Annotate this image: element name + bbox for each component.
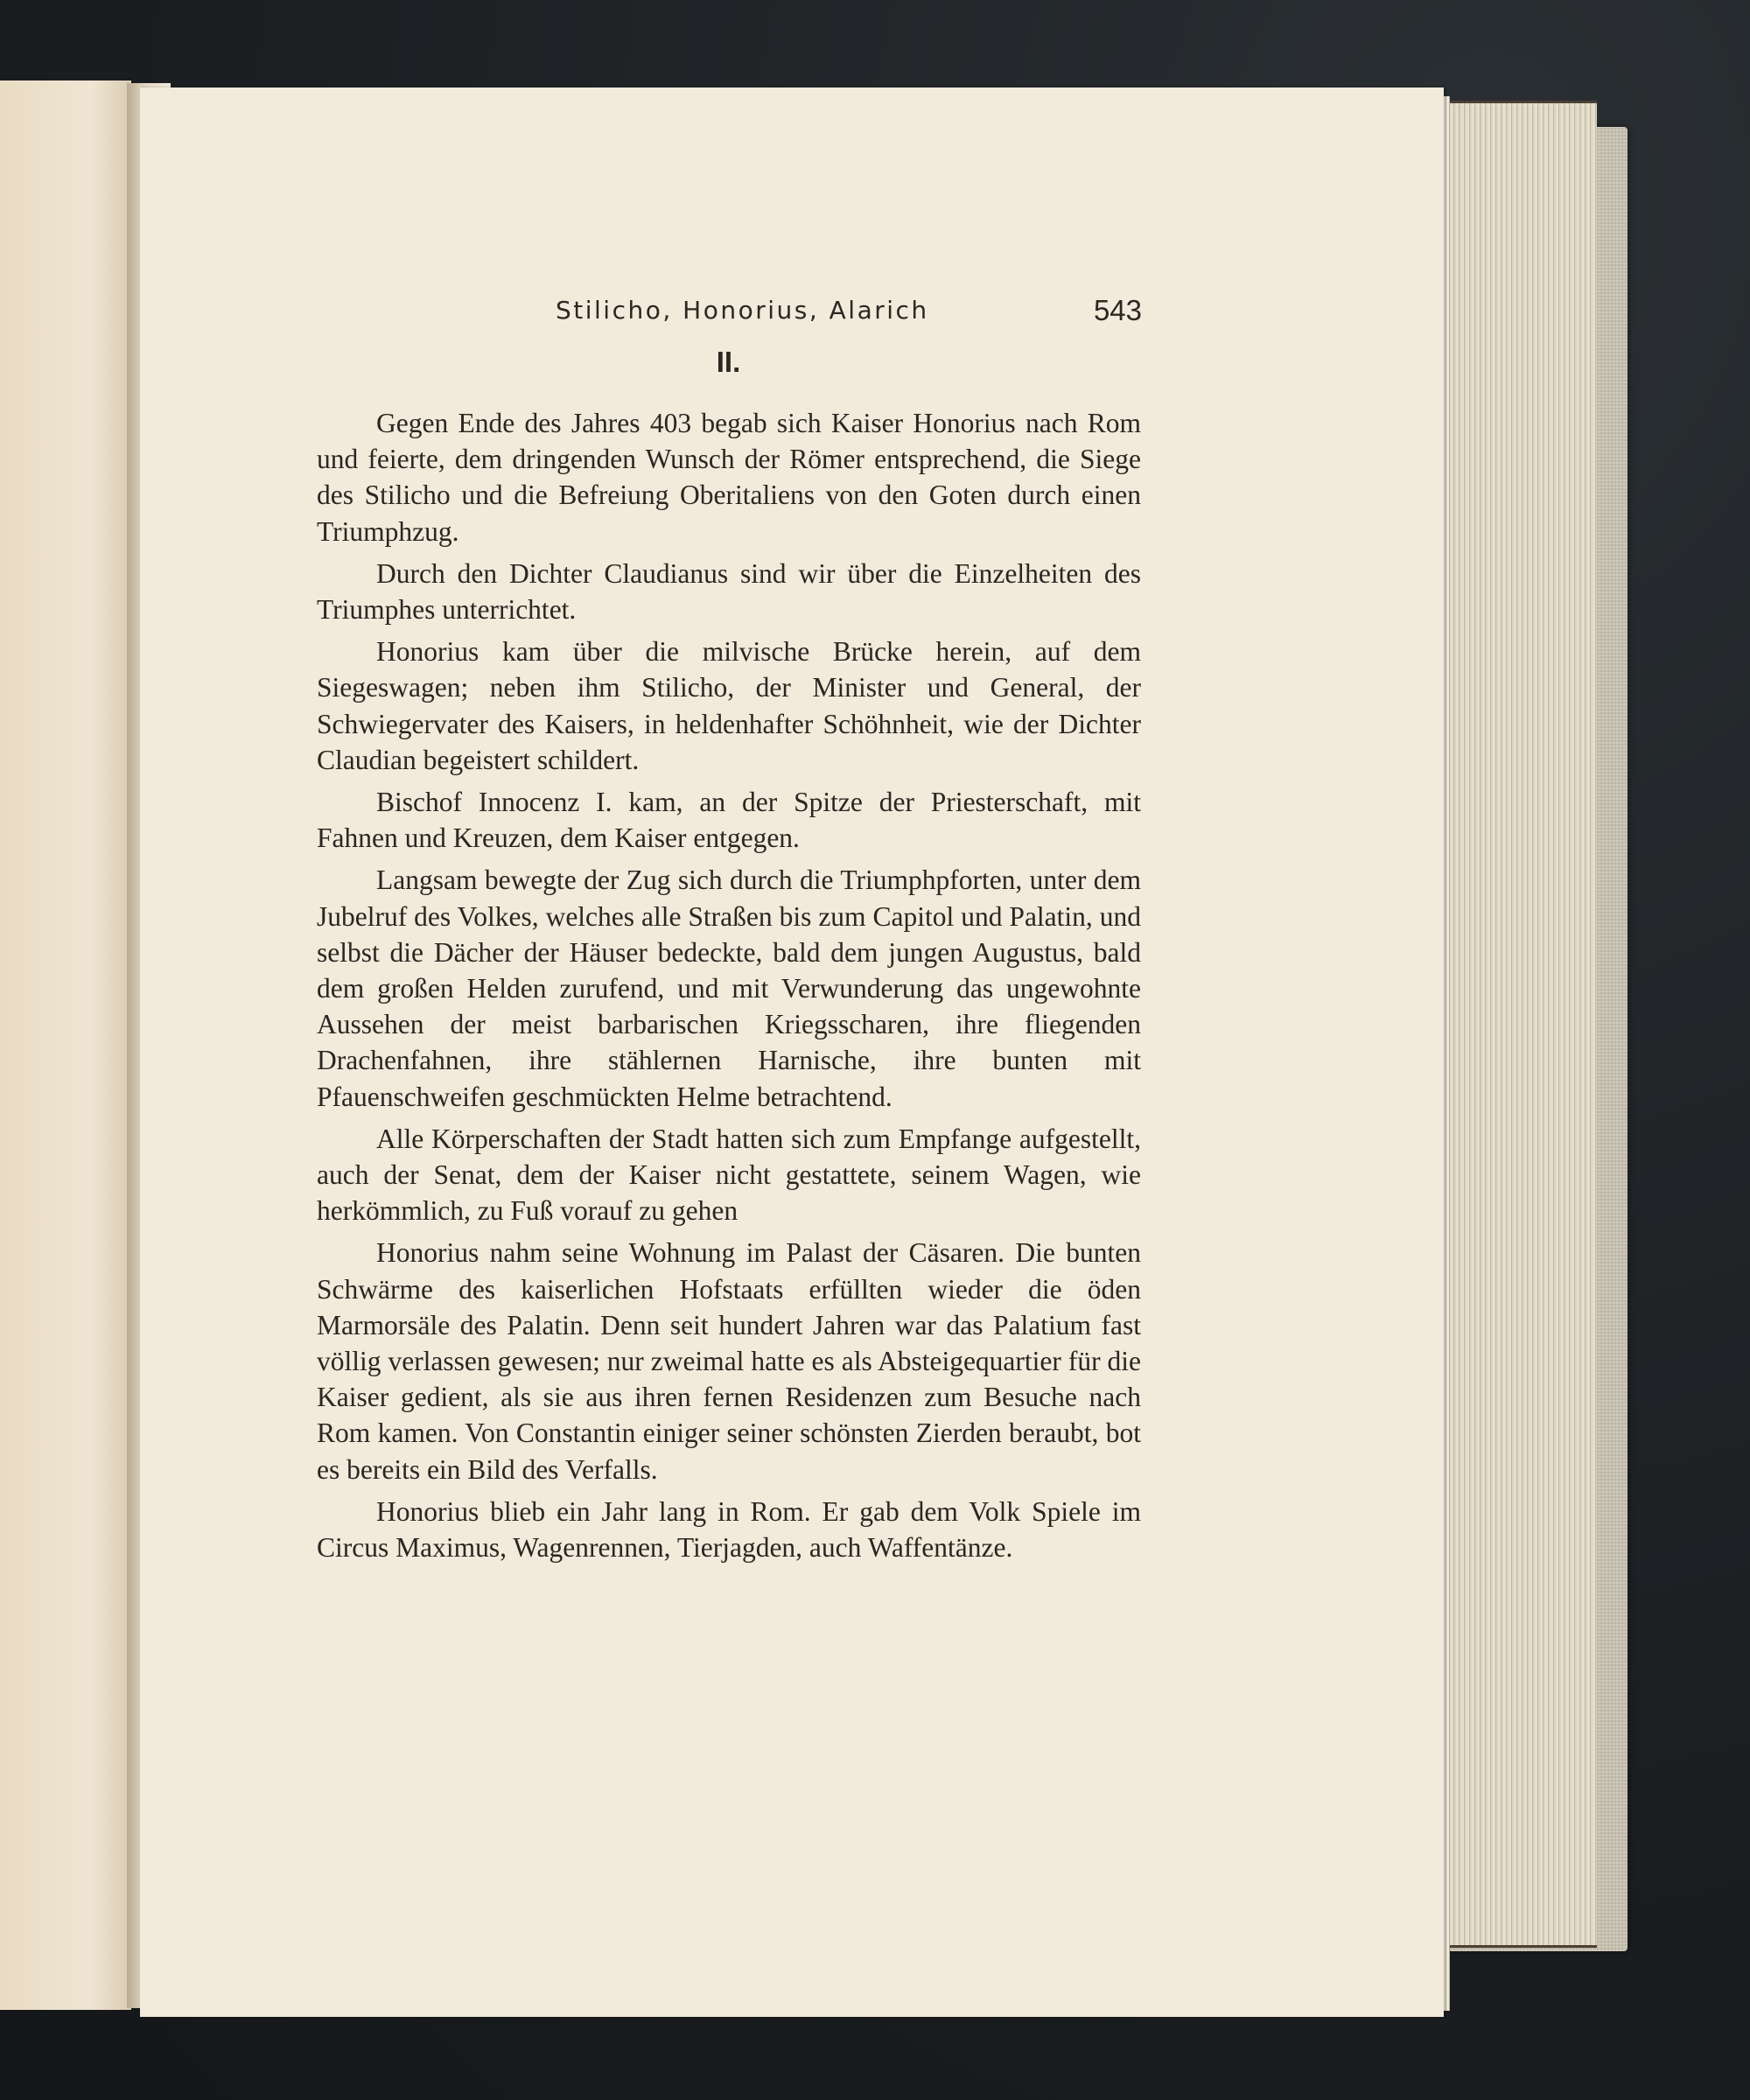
body-text — [317, 405, 1141, 1572]
page-stack-edge — [1435, 101, 1597, 1948]
paragraph: Alle Körperschaften der Stadt hatten sich zum Empfange aufgestellt, auch der Senat, dem der Kaiser nicht gestattete, seinem Wagen, wie herkömmlich, zu Fuß vorauf zu gehen — [317, 1123, 1141, 1227]
paragraph: Bischof Innocenz I. kam, an der Spitze der Priesterschaft, mit Fahnen und Kreuzen, dem Kaiser entgegen. — [317, 787, 1141, 854]
paragraph: Honorius nahm seine Wohnung im Palast der Cäsaren. Die bunten Schwärme des kaiserlichen Hofstaats erfüllten wieder die öden Marmorsäle des Palatin. Denn seit hundert Jahren war das Palatium fast völlig verlassen gewesen; nur zweimal hatte es als Absteigequartier für die Kaiser gedient, als sie aus ihren fernen Residenzen zum Besuche nach Rom kamen. Von Constantin einiger seiner schönsten Zierden beraubt, bot es bereits ein Bild des Verfalls. — [317, 1237, 1141, 1485]
running-title: Stilicho, Honorius, Alarich — [556, 296, 929, 325]
paragraph: Honorius blieb ein Jahr lang in Rom. Er gab dem Volk Spiele im Circus Maximus, Wagenrennen, Tierjagden, auch Waffentänze. — [317, 1495, 1141, 1564]
left-facing-page — [0, 80, 131, 2010]
chapter-heading: II. — [716, 346, 741, 378]
paragraph: Honorius kam über die milvische Brücke herein, auf dem Siegeswagen; neben ihm Stilicho, der Minister und General, der Schwiegervater des Kaisers, in heldenhafter Schöhnheit, wie der Dichter Claudian begeistert schildert. — [317, 636, 1141, 775]
paragraph: Langsam bewegte der Zug sich durch die Triumphpforten, unter dem Jubelruf des Volkes, welches alle Straßen bis zum Capitol und Palatin, und selbst die Dächer der Häuser bedeckte, bald dem jungen Augustus, bald dem großen Helden zurufend, und mit Verwunderung das ungewohnte Aussehen der meist barbarischen Kriegsscharen, ihre fliegenden Drachenfahnen, ihre stählernen Harnische, ihre bunten mit Pfauenschweifen geschmückten Helme betrachtend. — [317, 864, 1141, 1112]
paragraph: Durch den Dichter Claudianus sind wir über die Einzelheiten des Triumphes unterrichtet. — [317, 557, 1141, 626]
page-header — [315, 290, 1142, 334]
page-number: 543 — [1093, 294, 1142, 326]
paragraph: Gegen Ende des Jahres 403 begab sich Kaiser Honorius nach Rom und feierte, dem dringenden Wunsch der Römer entsprechend, die Siege des Stilicho und die Befreiung Oberitaliens von den Goten durch einen Triumphzug. — [317, 408, 1141, 547]
